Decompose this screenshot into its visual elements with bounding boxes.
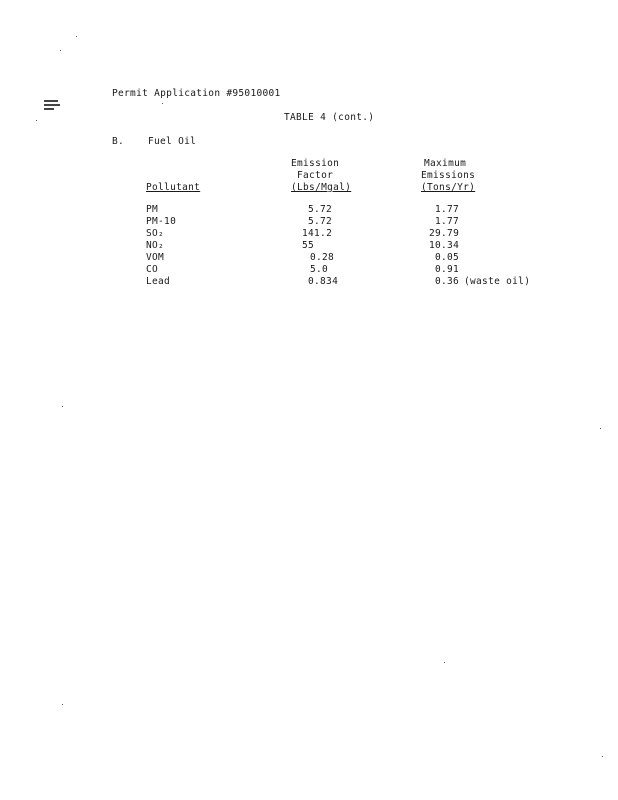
scan-speck [62, 704, 63, 705]
margin-mark [44, 104, 60, 106]
emission-factor-cell: 0.28 [310, 252, 335, 263]
max-emissions-header-line3: (Tons/Yr) [421, 182, 476, 193]
emission-factor-header-line2: Factor [297, 170, 334, 181]
emission-factor-cell: 55 [302, 240, 315, 251]
scan-speck [36, 120, 37, 121]
margin-mark [44, 100, 58, 102]
emission-factor-cell: 5.72 [308, 204, 333, 215]
emission-factor-cell: 141.2 [302, 228, 333, 239]
max-emissions-cell: 0.05 [435, 252, 460, 263]
pollutant-cell: SO₂ [146, 228, 165, 239]
table-row [0, 204, 618, 216]
table-title: TABLE 4 (cont.) [284, 112, 375, 123]
max-emissions-cell: 29.79 [429, 228, 460, 239]
table-row [0, 252, 618, 264]
emission-factor-header-line3: (Lbs/Mgal) [291, 182, 352, 193]
max-emissions-cell: 1.77 [435, 216, 460, 227]
pollutant-cell: PM-10 [146, 216, 177, 227]
pollutant-cell: CO [146, 264, 159, 275]
max-emissions-cell: 1.77 [435, 204, 460, 215]
section-number: B. [112, 136, 125, 147]
scan-speck [602, 756, 603, 757]
max-emissions-cell: 0.91 [435, 264, 460, 275]
pollutant-cell: VOM [146, 252, 165, 263]
scan-speck [444, 662, 445, 663]
table-row [0, 264, 618, 276]
max-emissions-header-line2: Emissions [421, 170, 476, 181]
max-emissions-cell: 0.36 [435, 276, 460, 287]
pollutant-cell: PM [146, 204, 159, 215]
scan-speck [62, 406, 63, 407]
section-title: Fuel Oil [148, 136, 197, 147]
scan-speck [600, 428, 601, 429]
scan-speck [76, 36, 77, 37]
max-emissions-cell: 10.34 [429, 240, 460, 251]
emissions-note: (waste oil) [464, 276, 531, 287]
margin-mark [44, 108, 54, 110]
emission-factor-header-line1: Emission [291, 158, 340, 169]
pollutant-cell: NO₂ [146, 240, 165, 251]
table-row [0, 228, 618, 240]
pollutant-header: Pollutant [146, 182, 201, 193]
emission-factor-cell: 0.834 [308, 276, 339, 287]
pollutant-cell: Lead [146, 276, 171, 287]
scan-speck [60, 50, 61, 51]
emission-factor-cell: 5.0 [310, 264, 329, 275]
table-row [0, 276, 618, 288]
table-row [0, 216, 618, 228]
scan-speck [162, 103, 163, 104]
permit-number: Permit Application #95010001 [112, 88, 281, 99]
max-emissions-header-line1: Maximum [424, 158, 467, 169]
table-row [0, 240, 618, 252]
emission-factor-cell: 5.72 [308, 216, 333, 227]
